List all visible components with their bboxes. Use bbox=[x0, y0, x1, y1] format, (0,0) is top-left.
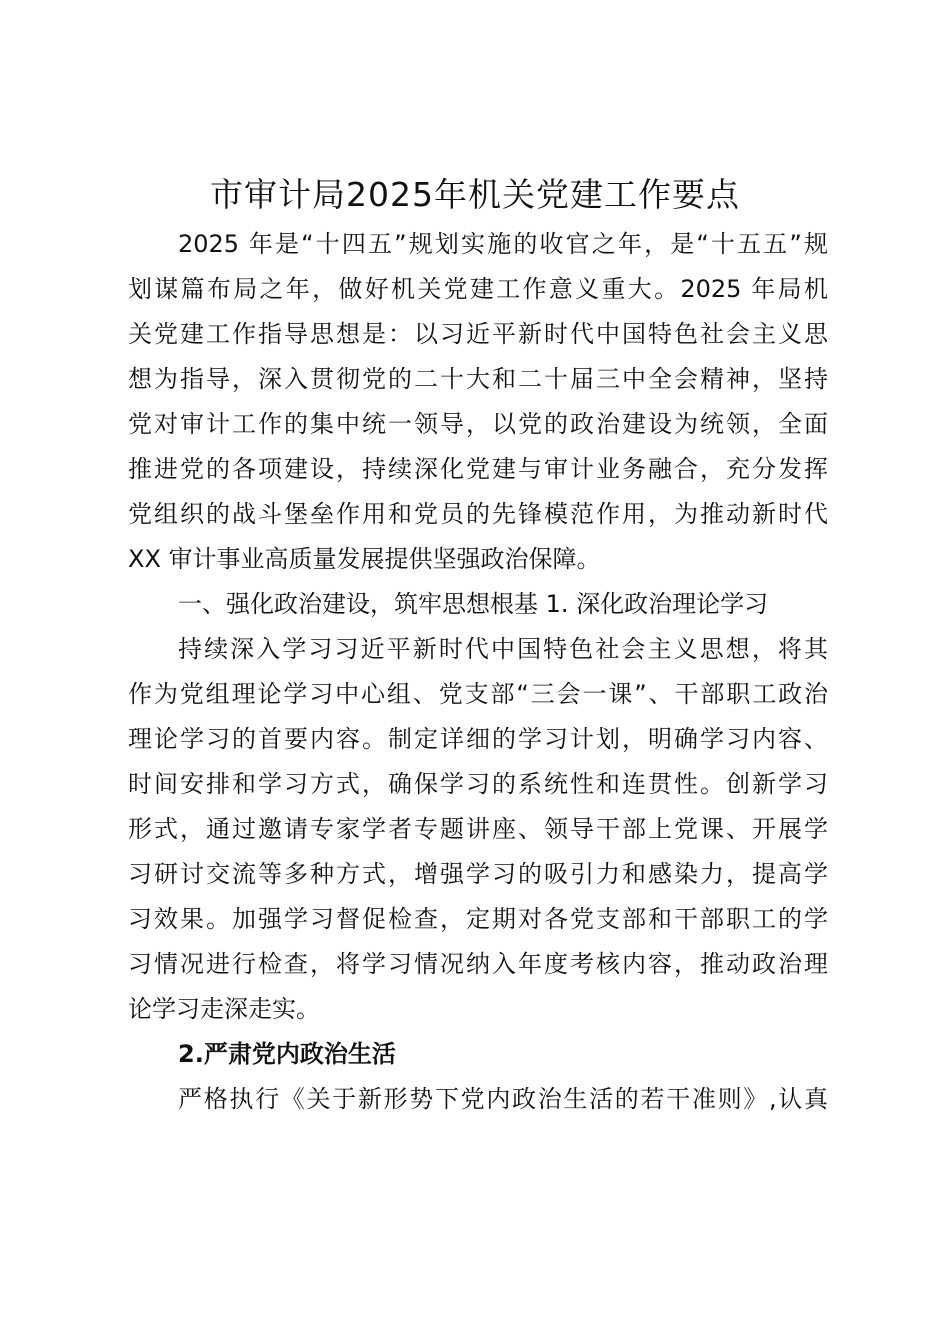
subsection-heading: 2.严肃党内政治生活 bbox=[178, 1040, 396, 1068]
paragraph-line: 时间安排和学习方式，确保学习的系统性和连贯性。创新学习 bbox=[128, 770, 828, 798]
paragraph-line: 2025 年是“十四五”规划实施的收官之年，是“十五五”规 bbox=[178, 230, 828, 258]
paragraph-line: 论学习走深走实。 bbox=[128, 995, 320, 1023]
paragraph-line: 党组织的战斗堡垒作用和党员的先锋模范作用，为推动新时代 bbox=[128, 500, 828, 528]
paragraph-line: 想为指导，深入贯彻党的二十大和二十届三中全会精神，坚持 bbox=[128, 365, 828, 393]
paragraph-line: 形式，通过邀请专家学者专题讲座、领导干部上党课、开展学 bbox=[128, 815, 828, 843]
paragraph-line: 持续深入学习习近平新时代中国特色社会主义思想，将其 bbox=[178, 635, 828, 663]
paragraph-line: 习效果。加强学习督促检查，定期对各党支部和干部职工的学 bbox=[128, 905, 828, 933]
paragraph-line: 党对审计工作的集中统一领导，以党的政治建设为统领，全面 bbox=[128, 410, 828, 438]
paragraph-line: 作为党组理论学习中心组、党支部“三会一课”、干部职工政治 bbox=[128, 680, 828, 708]
document-title: 市审计局2025年机关党建工作要点 bbox=[210, 175, 740, 214]
section-heading-line: 一、强化政治建设，筑牢思想根基 1. 深化政治理论学习 bbox=[178, 590, 769, 618]
paragraph-line: 划谋篇布局之年，做好机关党建工作意义重大。2025 年局机 bbox=[128, 275, 828, 303]
paragraph-line: 推进党的各项建设，持续深化党建与审计业务融合，充分发挥 bbox=[128, 455, 828, 483]
paragraph-line: XX 审计事业高质量发展提供坚强政治保障。 bbox=[128, 545, 601, 573]
paragraph-line: 关党建工作指导思想是：以习近平新时代中国特色社会主义思 bbox=[128, 320, 828, 348]
paragraph-line: 习研讨交流等多种方式，增强学习的吸引力和感染力，提高学 bbox=[128, 860, 828, 888]
paragraph-line: 严格执行《关于新形势下党内政治生活的若干准则》,认真 bbox=[178, 1085, 828, 1113]
paragraph-line: 习情况进行检查，将学习情况纳入年度考核内容，推动政治理 bbox=[128, 950, 828, 978]
paragraph-line: 理论学习的首要内容。制定详细的学习计划，明确学习内容、 bbox=[128, 725, 828, 753]
